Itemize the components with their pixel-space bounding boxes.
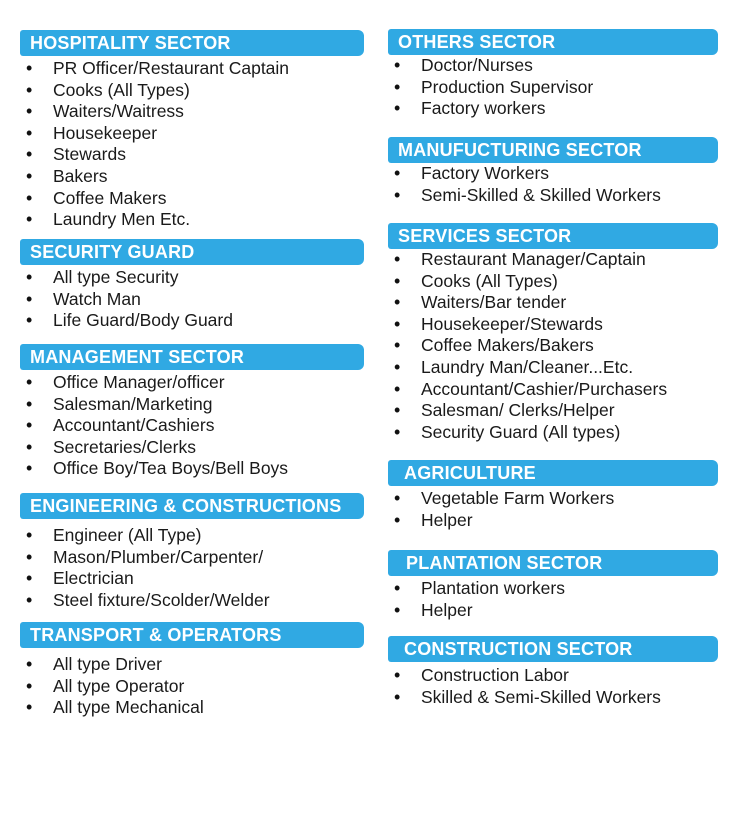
list-item: • Mason/Plumber/Carpenter/: [20, 547, 364, 569]
section-header: MANAGEMENT SECTOR: [20, 344, 364, 370]
list-item: • Cooks (All Types): [20, 80, 364, 102]
list-item: • PR Officer/Restaurant Captain: [20, 58, 364, 80]
hospitality-list: [20, 58, 364, 231]
list-item: • All type Security: [20, 267, 364, 289]
security-guard-section: [20, 239, 364, 332]
services-list: [388, 249, 718, 443]
list-item: • All type Driver: [20, 654, 364, 676]
others-list: [388, 55, 718, 120]
agriculture-list: [388, 488, 718, 531]
manufacturing-section: [388, 137, 718, 206]
list-item: • Doctor/Nurses: [388, 55, 718, 77]
list-item: • Salesman/Marketing: [20, 394, 364, 416]
list-item: • Security Guard (All types): [388, 422, 718, 444]
list-item: • Waiters/Waitress: [20, 101, 364, 123]
list-item: • Salesman/ Clerks/Helper: [388, 400, 718, 422]
list-item: • Accountant/Cashier/Purchasers: [388, 379, 718, 401]
transport-list: [20, 654, 364, 719]
list-item: • Plantation workers: [388, 578, 718, 600]
security-guard-list: [20, 267, 364, 332]
list-item: • Coffee Makers/Bakers: [388, 335, 718, 357]
list-item: • Restaurant Manager/Captain: [388, 249, 718, 271]
section-header: ENGINEERING & CONSTRUCTIONS: [20, 493, 364, 519]
list-item: • Accountant/Cashiers: [20, 415, 364, 437]
engineering-section: [20, 493, 364, 611]
section-header: MANUFUCTURING SECTOR: [388, 137, 718, 163]
construction-list: [388, 665, 718, 708]
list-item: • Factory Workers: [388, 163, 718, 185]
manufacturing-list: [388, 163, 718, 206]
list-item: • Helper: [388, 510, 718, 532]
section-header: TRANSPORT & OPERATORS: [20, 622, 364, 648]
list-item: • Skilled & Semi-Skilled Workers: [388, 687, 718, 709]
plantation-list: [388, 578, 718, 621]
list-item: • Housekeeper/Stewards: [388, 314, 718, 336]
section-header: SERVICES SECTOR: [388, 223, 718, 249]
list-item: • Construction Labor: [388, 665, 718, 687]
list-item: • Stewards: [20, 144, 364, 166]
section-header: OTHERS SECTOR: [388, 29, 718, 55]
construction-section: [388, 636, 718, 708]
list-item: • Cooks (All Types): [388, 271, 718, 293]
section-header: CONSTRUCTION SECTOR: [388, 636, 718, 662]
list-item: • Coffee Makers: [20, 188, 364, 210]
hospitality-section: [20, 30, 364, 231]
list-item: • Engineer (All Type): [20, 525, 364, 547]
list-item: • All type Mechanical: [20, 697, 364, 719]
list-item: • Waiters/Bar tender: [388, 292, 718, 314]
list-item: • Laundry Men Etc.: [20, 209, 364, 231]
list-item: • Factory workers: [388, 98, 718, 120]
services-section: [388, 223, 718, 443]
list-item-continuation: • Electrician: [20, 568, 364, 590]
list-item: • Watch Man: [20, 289, 364, 311]
engineering-list: [20, 525, 364, 611]
others-section: [388, 29, 718, 120]
plantation-section: [388, 550, 718, 621]
section-header: PLANTATION SECTOR: [388, 550, 718, 576]
management-list: [20, 372, 364, 480]
list-item: • Office Manager/officer: [20, 372, 364, 394]
list-item: • Office Boy/Tea Boys/Bell Boys: [20, 458, 364, 480]
list-item: • Semi-Skilled & Skilled Workers: [388, 185, 718, 207]
list-item: • Life Guard/Body Guard: [20, 310, 364, 332]
list-item: • Laundry Man/Cleaner...Etc.: [388, 357, 718, 379]
list-item: • Vegetable Farm Workers: [388, 488, 718, 510]
transport-section: [20, 622, 364, 719]
list-item: • Helper: [388, 600, 718, 622]
list-item: • Steel fixture/Scolder/Welder: [20, 590, 364, 612]
list-item: • Production Supervisor: [388, 77, 718, 99]
list-item: • Housekeeper: [20, 123, 364, 145]
list-item: • All type Operator: [20, 676, 364, 698]
agriculture-section: [388, 460, 718, 531]
management-section: [20, 344, 364, 480]
section-header: AGRICULTURE: [388, 460, 718, 486]
section-header: SECURITY GUARD: [20, 239, 364, 265]
list-item: • Secretaries/Clerks: [20, 437, 364, 459]
section-header: HOSPITALITY SECTOR: [20, 30, 364, 56]
list-item: • Bakers: [20, 166, 364, 188]
